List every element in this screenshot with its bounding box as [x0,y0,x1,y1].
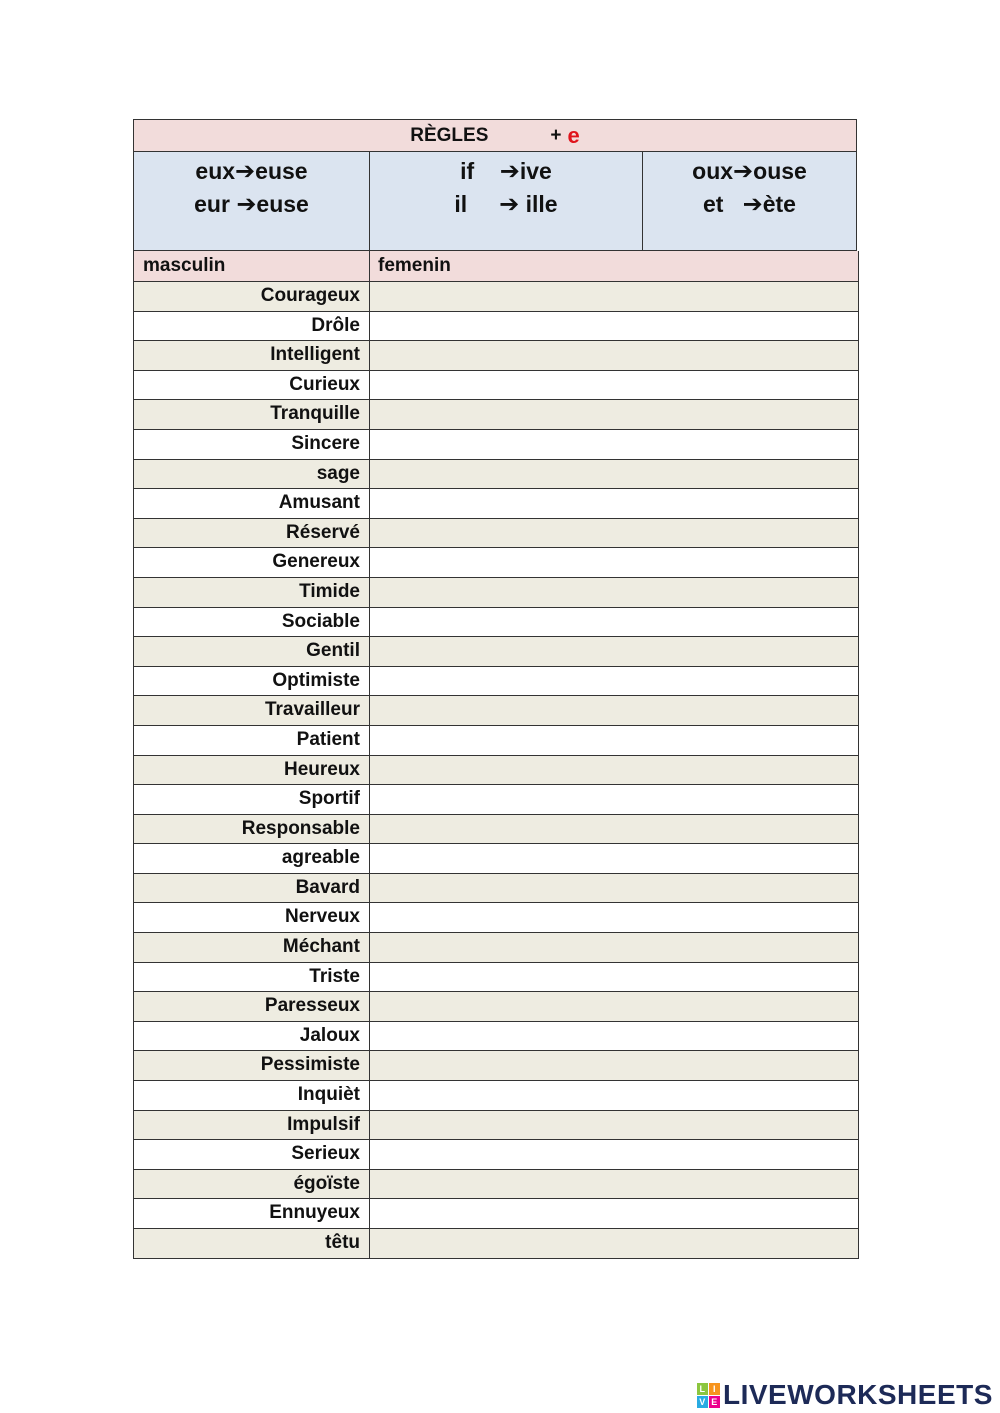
femenin-answer-field[interactable] [370,637,858,666]
table-row [133,815,859,845]
table-row [133,578,859,608]
femenin-answer-field[interactable] [370,933,858,962]
masculin-word: Gentil [134,637,370,666]
femenin-answer-field[interactable] [370,963,858,992]
rule-to: ouse [753,158,807,184]
femenin-answer-field[interactable] [370,1199,858,1228]
femenin-answer-field[interactable] [370,400,858,429]
header-masculin: masculin [134,251,370,281]
masculin-word: Réservé [134,519,370,548]
table-row [133,696,859,726]
rule-line [134,155,369,188]
femenin-answer-field[interactable] [370,519,858,548]
femenin-answer-field[interactable] [370,282,858,311]
masculin-word: Sportif [134,785,370,814]
masculin-word: Serieux [134,1140,370,1169]
table-row [133,1140,859,1170]
masculin-word: Triste [134,963,370,992]
rule-from: oux [692,158,734,184]
rule-line [643,155,856,188]
arrow-right-icon: ➔ [235,158,256,185]
femenin-answer-field[interactable] [370,1111,858,1140]
logo-grid-cell: L [697,1383,708,1395]
table-row [133,1081,859,1111]
rule-line [134,188,369,221]
femenin-answer-field[interactable] [370,460,858,489]
femenin-answer-field[interactable] [370,667,858,696]
femenin-answer-field[interactable] [370,608,858,637]
table-row [133,312,859,342]
table-row [133,430,859,460]
rule-to: ète [762,191,796,217]
femenin-answer-field[interactable] [370,903,858,932]
rules-title-row [133,119,857,152]
femenin-answer-field[interactable] [370,371,858,400]
femenin-answer-field[interactable] [370,785,858,814]
masculin-word: Intelligent [134,341,370,370]
masculin-word: Méchant [134,933,370,962]
table-row [133,341,859,371]
masculin-word: sage [134,460,370,489]
table-row [133,1022,859,1052]
table-row [133,726,859,756]
masculin-word: Courageux [134,282,370,311]
rule-to: euse [256,191,309,217]
masculin-word: Sociable [134,608,370,637]
table-row [133,844,859,874]
rule-from: eux [195,158,236,184]
femenin-answer-field[interactable] [370,756,858,785]
femenin-answer-field[interactable] [370,874,858,903]
word-rows [133,282,859,1259]
table-row [133,667,859,697]
masculin-word: Jaloux [134,1022,370,1051]
table-header [133,251,859,282]
rule-to: ive [519,158,552,184]
table-row [133,282,859,312]
masculin-word: Curieux [134,371,370,400]
arrow-right-icon: ➔ [499,191,520,218]
table-row [133,756,859,786]
logo-grid-cell: I [709,1383,720,1395]
rules-plus: + [550,124,562,146]
rule-to: ille [519,191,558,217]
masculin-word: Sincere [134,430,370,459]
rule-from: il [454,191,500,217]
arrow-right-icon: ➔ [236,191,257,218]
table-row [133,1111,859,1141]
table-row [133,371,859,401]
table-row [133,963,859,993]
table-row [133,548,859,578]
masculin-word: Travailleur [134,696,370,725]
femenin-answer-field[interactable] [370,815,858,844]
masculin-word: agreable [134,844,370,873]
table-row [133,874,859,904]
femenin-answer-field[interactable] [370,341,858,370]
masculin-word: Impulsif [134,1111,370,1140]
arrow-right-icon: ➔ [742,191,763,218]
femenin-answer-field[interactable] [370,1081,858,1110]
table-row [133,992,859,1022]
femenin-answer-field[interactable] [370,696,858,725]
logo-grid-cell: V [697,1396,708,1408]
masculin-word: égoïste [134,1170,370,1199]
header-femenin: femenin [378,255,451,276]
rule-to: euse [255,158,308,184]
masculin-word: Pessimiste [134,1051,370,1080]
masculin-word: Patient [134,726,370,755]
masculin-word: Tranquille [134,400,370,429]
femenin-answer-field[interactable] [370,312,858,341]
logo-text: LIVEWORKSHEETS [723,1379,993,1410]
table-row [133,637,859,667]
rule-from: if [460,158,500,184]
arrow-right-icon: ➔ [733,158,754,185]
femenin-answer-field[interactable] [370,1022,858,1051]
masculin-word: Ennuyeux [134,1199,370,1228]
table-row [133,1229,859,1259]
femenin-answer-field[interactable] [370,992,858,1021]
rule-from: et [703,191,743,217]
femenin-answer-field[interactable] [370,1170,858,1199]
masculin-word: Optimiste [134,667,370,696]
femenin-answer-field[interactable] [370,844,858,873]
femenin-answer-field[interactable] [370,1051,858,1080]
liveworksheets-logo [697,1379,993,1411]
femenin-answer-field[interactable] [370,430,858,459]
rule-line [370,155,642,188]
masculin-word: Genereux [134,548,370,577]
rule-column-2 [370,152,643,250]
table-row [133,1170,859,1200]
table-row [133,933,859,963]
table-row [133,903,859,933]
femenin-answer-field[interactable] [370,548,858,577]
table-row [133,489,859,519]
rules-e: e [567,122,580,148]
masculin-word: Heureux [134,756,370,785]
table-row [133,1199,859,1229]
logo-grid-icon [697,1383,720,1408]
rule-column-3 [643,152,856,250]
rule-line [643,188,856,221]
table-row [133,400,859,430]
rules-body [133,152,857,251]
femenin-answer-field[interactable] [370,1229,858,1258]
femenin-answer-field[interactable] [370,489,858,518]
masculin-word: Nerveux [134,903,370,932]
masculin-word: Paresseux [134,992,370,1021]
table-row [133,460,859,490]
logo-grid-cell: E [709,1396,720,1408]
table-row [133,519,859,549]
worksheet-table [133,119,859,1259]
rule-from: eur [194,191,237,217]
masculin-word: Responsable [134,815,370,844]
table-row [133,608,859,638]
masculin-word: Inquièt [134,1081,370,1110]
rules-title: RÈGLES [410,124,489,146]
masculin-word: Amusant [134,489,370,518]
arrow-right-icon: ➔ [499,158,520,185]
rule-line [370,188,642,221]
rule-column-1 [134,152,370,250]
femenin-answer-field[interactable] [370,726,858,755]
femenin-answer-field[interactable] [370,1140,858,1169]
masculin-word: Bavard [134,874,370,903]
femenin-answer-field[interactable] [370,578,858,607]
table-row [133,1051,859,1081]
masculin-word: têtu [134,1229,370,1258]
masculin-word: Timide [134,578,370,607]
table-row [133,785,859,815]
masculin-word: Drôle [134,312,370,341]
